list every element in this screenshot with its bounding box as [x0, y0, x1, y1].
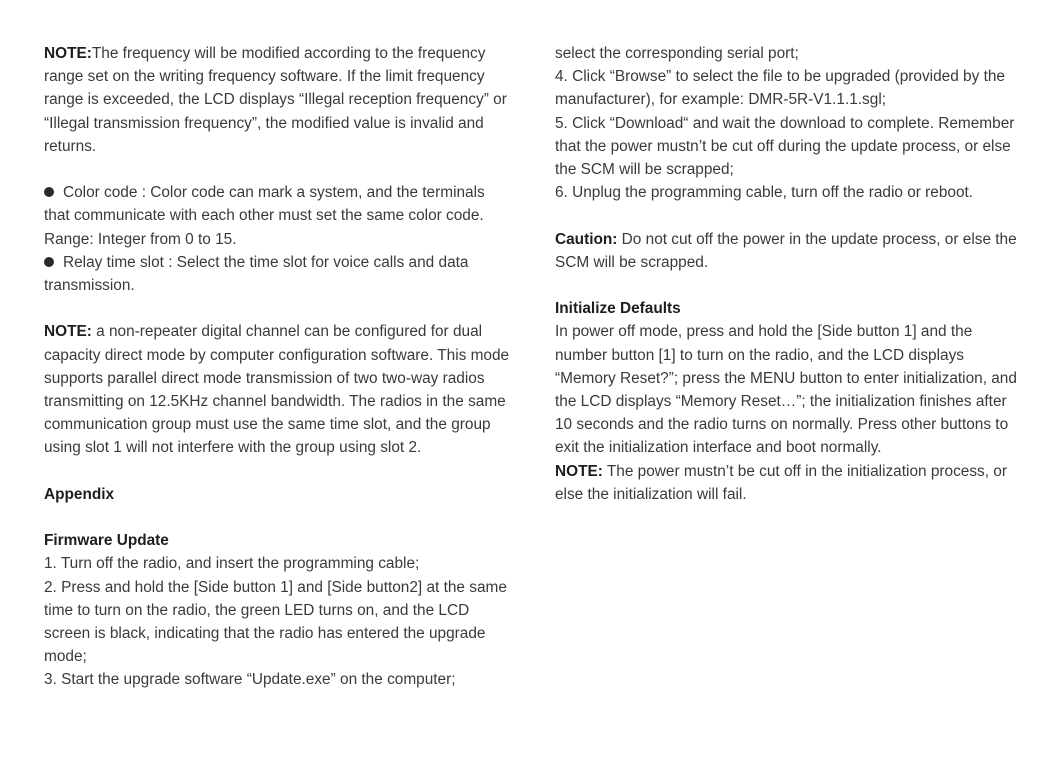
firmware-step: 1. Turn off the radio, and insert the programming cable;	[44, 555, 420, 573]
firmware-step: select the corresponding serial port;	[555, 45, 799, 62]
note-initialization	[555, 460, 1017, 506]
note-frequency	[44, 42, 510, 158]
left-column	[44, 42, 510, 692]
bullet-icon	[44, 257, 54, 267]
firmware-update-heading: Firmware Update	[44, 532, 169, 550]
initialize-defaults-text: In power off mode, press and hold the [Side button 1] and the number button [1] to turn on the radio, and the LCD displays “Memory Reset?”; press the MENU button to enter initialization, and the LCD displays “Memory Reset…”; the initialization finishes after 10 seconds and the radio turns on normally. Press other buttons to exit the initialization interface and boot normally.	[555, 323, 1017, 457]
appendix-heading: Appendix	[44, 485, 115, 503]
firmware-step: 4. Click “Browse” to select the file to be upgraded (provided by the manufacturer), for example: DMR-5R-V1.1.1.sgl;	[555, 68, 1005, 109]
note-text: The power mustn’t be cut off in the initialization process, or else the initialization will fail.	[555, 462, 1007, 503]
bullet-color-code	[44, 181, 510, 251]
bullet-relay-time-slot	[44, 251, 510, 297]
note-dual-capacity	[44, 320, 510, 459]
note-text: a non-repeater digital channel can be configured for dual capacity direct mode by computer configuration software. This mode supports parallel direct mode transmission of two two-way radios transmitting on 12.5KHz channel bandwidth. The radios in the same communication group must use the same time slot, and the group using slot 1 will not interfere with the group using slot 2.	[44, 323, 510, 457]
note-label: NOTE:	[555, 462, 603, 480]
caution-text: Do not cut off the power in the update process, or else the SCM will be scrapped.	[555, 230, 1017, 271]
firmware-step: 6. Unplug the programming cable, turn off the radio or reboot.	[555, 184, 974, 202]
firmware-step: 2. Press and hold the [Side button 1] and [Side button2] at the same time to turn on the radio, the green LED turns on, and the LCD screen is black, indicating that the radio has entered the upgrade mode;	[44, 578, 507, 666]
firmware-step: 3. Start the upgrade software “Update.exe” on the computer;	[44, 671, 456, 689]
bullet-icon	[44, 187, 54, 197]
firmware-step: 5. Click “Download“ and wait the download to complete. Remember that the power mustn’t be cut off during the update process, or else the SCM will be scrapped;	[555, 114, 1015, 179]
right-column	[555, 42, 1017, 506]
note-label: NOTE:	[44, 323, 92, 341]
caution-label: Caution:	[555, 230, 618, 248]
initialize-defaults-heading: Initialize Defaults	[555, 300, 681, 318]
bullet-text: Relay time slot : Select the time slot for voice calls and data transmission.	[44, 253, 469, 295]
caution-note	[555, 228, 1017, 274]
bullet-text: Color code : Color code can mark a system, and the terminals that communicate with each other must set the same color code. Range: Integer from 0 to 15.	[44, 184, 485, 248]
note-text: The frequency will be modified according to the frequency range set on the writing frequency software. If the limit frequency range is exceeded, the LCD displays “Illegal reception frequency” or “Illegal transmission frequency”, the modified value is invalid and returns.	[44, 45, 507, 155]
note-label: NOTE:	[44, 45, 92, 62]
